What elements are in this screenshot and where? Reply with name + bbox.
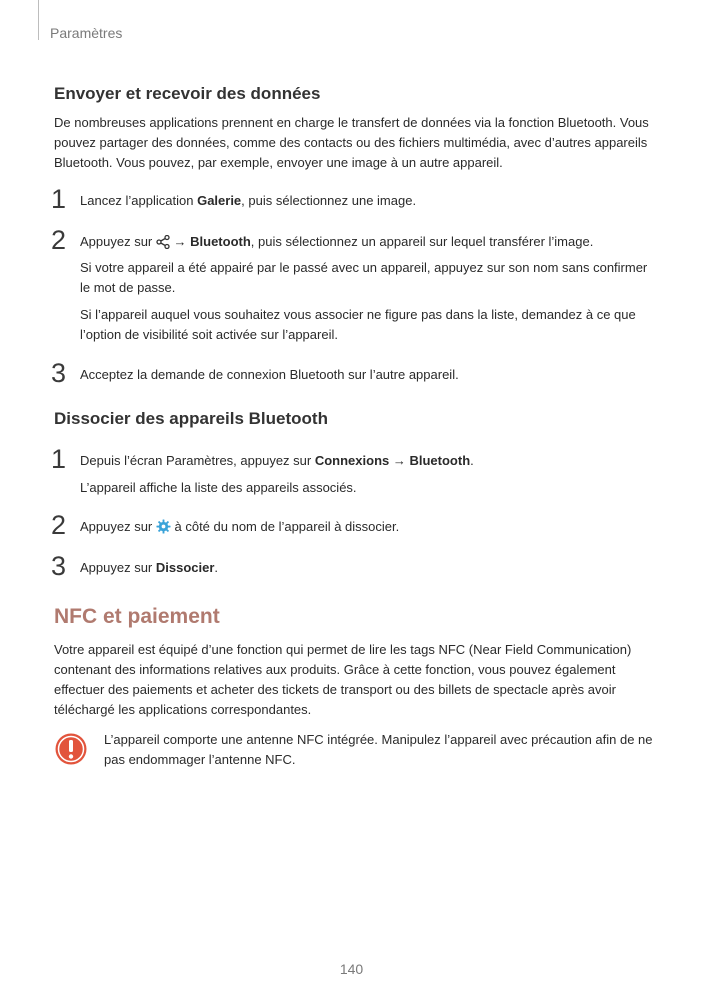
- menu-bluetooth: Bluetooth: [190, 234, 251, 249]
- step-text: Appuyez sur → Bluetooth, puis sélectionnez un appareil sur lequel transférer l’image.: [80, 234, 594, 249]
- step-text: Appuyez sur Dissocier.: [80, 560, 219, 575]
- warning-note: L’appareil comporte une antenne NFC intégrée. Manipulez l’appareil avec précaution afin de ne pas endommager l’antenne NFC.: [104, 732, 653, 767]
- step-number: 2: [51, 225, 67, 255]
- step-subtext: L’appareil affiche la liste des appareils associés.: [80, 480, 357, 495]
- step-number: 3: [51, 358, 67, 388]
- warning-icon: [54, 732, 88, 766]
- page-header: Paramètres: [50, 25, 123, 41]
- section-intro-send-receive: De nombreuses applications prennent en charge le transfert de données via la fonction Bluetooth. Vous pouvez partager des données, comme des contacts ou des fichiers multimédia, avec d’autres appareils Bluetooth. Vous pouvez, par exemple, envoyer une image à un autre appareil.: [54, 115, 649, 170]
- settings-gear-icon: [156, 519, 171, 534]
- step-number: 1: [51, 444, 67, 474]
- step-subtext: Si votre appareil a été appairé par le passé avec un appareil, appuyez sur son nom sans confirmer le mot de passe.: [80, 260, 648, 295]
- section-heading-send-receive: Envoyer et recevoir des données: [54, 84, 321, 103]
- menu-dissocier: Dissocier: [155, 560, 215, 575]
- section-intro-nfc: Votre appareil est équipé d’une fonction qui permet de lire les tags NFC (Near Field Communication) contenant des informations relatives aux produits. Grâce à cette fonction, vous pouvez également effectuer des paiements et acheter des tickets de transport ou des billets de spectacle après avoir téléchargé les applications correspondantes.: [54, 642, 632, 717]
- step-number: 1: [51, 184, 67, 214]
- step-number: 3: [51, 551, 67, 581]
- page-number: 140: [339, 961, 364, 977]
- section-heading-dissociate: Dissocier des appareils Bluetooth: [54, 409, 328, 428]
- step-text: Appuyez sur à côté du nom de l’appareil à dissocier.: [80, 519, 400, 534]
- menu-bluetooth: Bluetooth: [409, 453, 471, 468]
- step-number: 2: [51, 510, 67, 540]
- step-text: Lancez l’application Galerie, puis sélectionnez une image.: [80, 193, 417, 208]
- step-text: Depuis l’écran Paramètres, appuyez sur Connexions → Bluetooth.: [80, 453, 474, 468]
- header-divider: [38, 0, 39, 40]
- menu-connexions: Connexions: [314, 453, 390, 468]
- app-name-galerie: Galerie: [197, 193, 242, 208]
- step-subtext: Si l’appareil auquel vous souhaitez vous associer ne figure pas dans la liste, demandez à ce que l’option de visibilité soit activée sur l’appareil.: [80, 307, 636, 342]
- section-heading-nfc: NFC et paiement: [54, 605, 220, 628]
- step-text: Acceptez la demande de connexion Bluetooth sur l’autre appareil.: [80, 367, 459, 382]
- share-icon: [156, 235, 170, 249]
